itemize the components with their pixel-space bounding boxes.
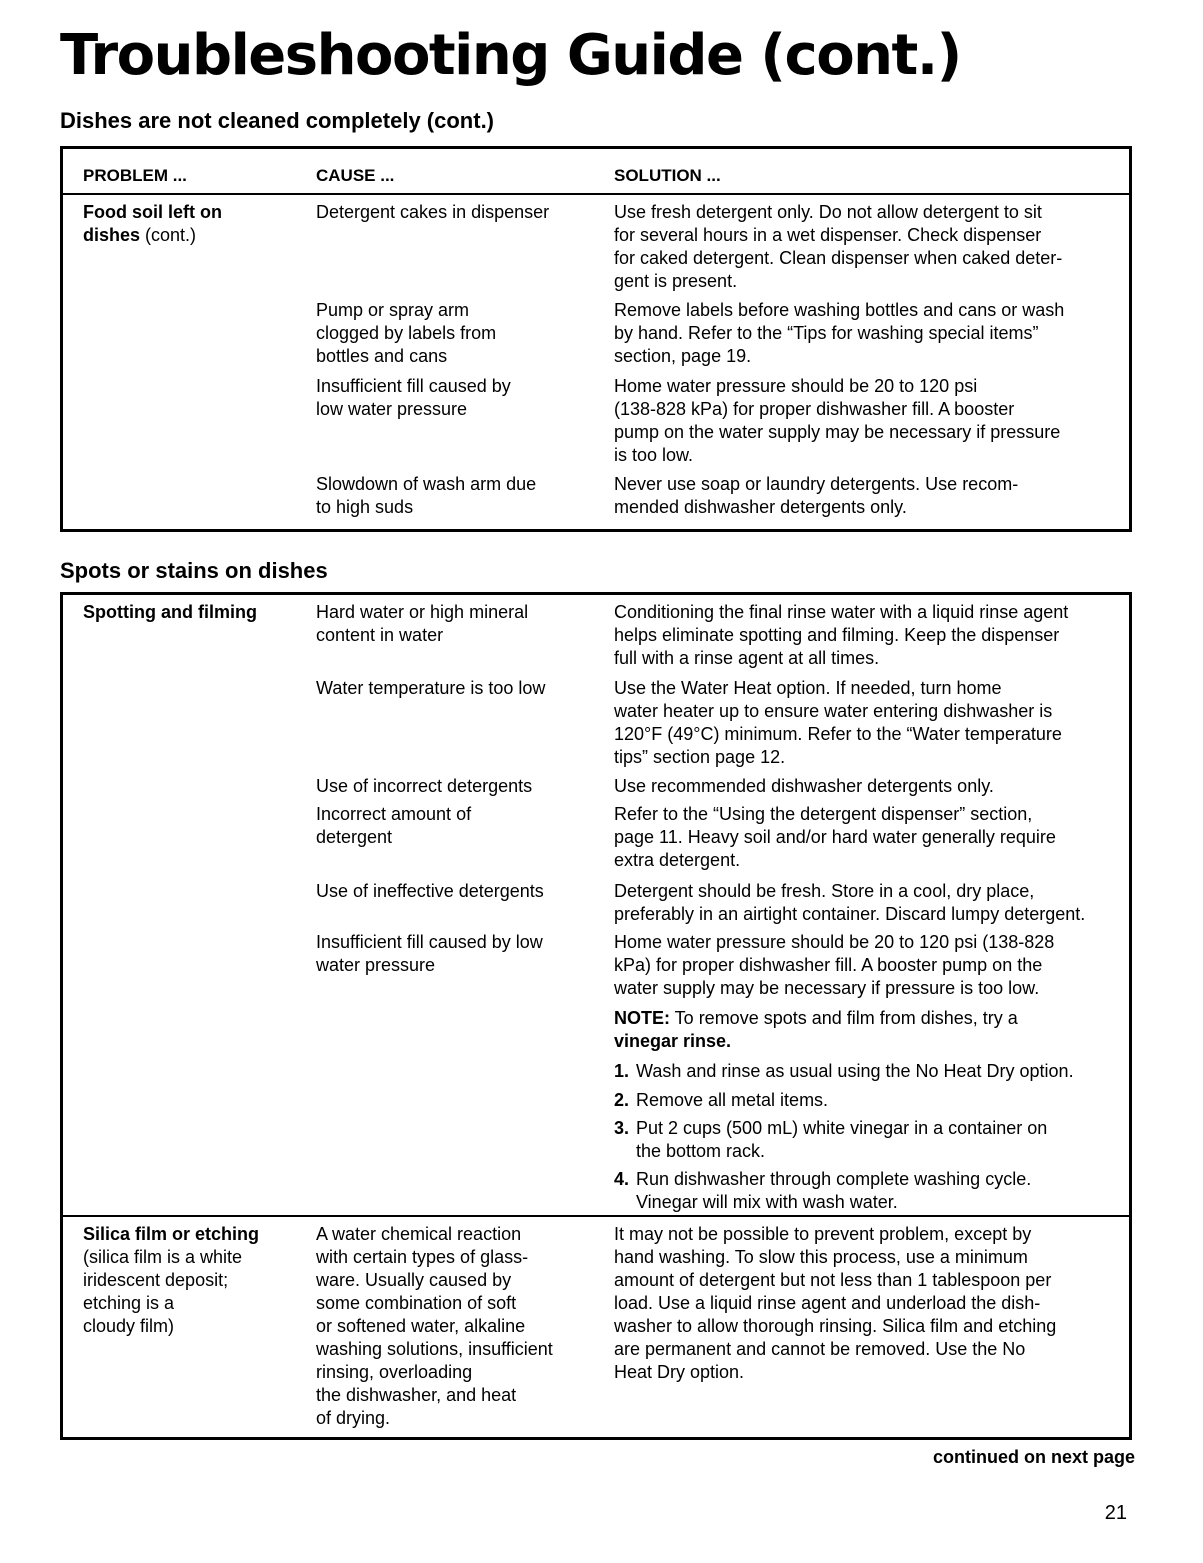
step-number: 4. bbox=[614, 1169, 630, 1189]
cause-incorrect-detergents: Use of incorrect detergents bbox=[316, 776, 533, 796]
cause-detergent-cakes: Detergent cakes in dispenser bbox=[316, 202, 550, 222]
solution-silica-film: It may not be possible to prevent problem, except by hand washing. To slow this process, use a minimum amount of detergent but not less than 1 tablespoon per load. Use a liquid rinse agent and underload the dish- washer to allow thorough rinsing. Silica film and etching are permanent and cannot be removed. Use the No Heat Dry option. bbox=[614, 1224, 1057, 1382]
section-heading-dishes-not-cleaned: Dishes are not cleaned completely (cont.) bbox=[60, 108, 495, 133]
step-text: Run dishwasher through complete washing cycle. Vinegar will mix with wash water. bbox=[636, 1169, 1032, 1212]
header-cause: CAUSE ... bbox=[316, 166, 395, 185]
step-number: 1. bbox=[614, 1061, 630, 1081]
solution-hard-water: Conditioning the final rinse water with a liquid rinse agent helps eliminate spotting and filming. Keep the dispenser full with a rinse agent at all times. bbox=[614, 602, 1069, 668]
cause-insufficient-fill: Insufficient fill caused by low water pressure bbox=[316, 376, 511, 419]
step-text: Put 2 cups (500 mL) white vinegar in a container on the bottom rack. bbox=[636, 1118, 1048, 1161]
step-text: Remove all metal items. bbox=[636, 1090, 829, 1110]
vinegar-step-2 bbox=[614, 1089, 1129, 1112]
step-number: 3. bbox=[614, 1118, 630, 1138]
page-number: 21 bbox=[1104, 1502, 1127, 1524]
row-divider bbox=[63, 1215, 1129, 1217]
vinegar-step-3 bbox=[614, 1117, 1129, 1163]
section-heading-spots-stains: Spots or stains on dishes bbox=[60, 558, 328, 583]
problem-silica-film bbox=[83, 1223, 293, 1338]
solution-low-water-pressure: Home water pressure should be 20 to 120 psi (138-828 kPa) for proper dishwasher fill. A booster pump on the water supply may be necessary if pressure is too low. bbox=[614, 932, 1055, 998]
solution-ineffective-detergents: Detergent should be fresh. Store in a cool, dry place, preferably in an airtight container. Discard lumpy detergent. bbox=[614, 881, 1086, 924]
solution-high-suds: Never use soap or laundry detergents. Use recom- mended dishwasher detergents only. bbox=[614, 474, 1019, 517]
step-text: Wash and rinse as usual using the No Heat Dry option. bbox=[636, 1061, 1074, 1081]
problem-food-soil-label: Food soil left on dishes bbox=[83, 202, 222, 245]
solution-incorrect-amount: Refer to the “Using the detergent dispenser” section, page 11. Heavy soil and/or hard water generally require extra detergent. bbox=[614, 804, 1056, 870]
solution-insufficient-fill: Home water pressure should be 20 to 120 psi (138-828 kPa) for proper dishwasher fill. A booster pump on the water supply may be necessary if pressure is too low. bbox=[614, 376, 1061, 465]
cause-incorrect-amount: Incorrect amount of detergent bbox=[316, 804, 472, 847]
note-label: NOTE: bbox=[614, 1008, 670, 1028]
header-problem: PROBLEM ... bbox=[83, 166, 187, 185]
problem-silica-film-label: Silica film or etching bbox=[83, 1224, 260, 1244]
cause-pump-clogged: Pump or spray arm clogged by labels from bottles and cans bbox=[316, 300, 497, 366]
header-solution: SOLUTION ... bbox=[614, 166, 721, 185]
step-number: 2. bbox=[614, 1090, 630, 1110]
solution-pump-clogged: Remove labels before washing bottles and cans or wash by hand. Refer to the “Tips for washing special items” section, page 19. bbox=[614, 300, 1065, 366]
problem-silica-film-description: (silica film is a white iridescent deposit; etching is a cloudy film) bbox=[83, 1247, 243, 1336]
note-text: To remove spots and film from dishes, try a bbox=[670, 1008, 1018, 1028]
solution-water-temperature: Use the Water Heat option. If needed, turn home water heater up to ensure water entering dishwasher is 120°F (49°C) minimum. Refer to the “Water temperature tips” section page 12. bbox=[614, 678, 1062, 767]
cause-water-temperature: Water temperature is too low bbox=[316, 678, 546, 698]
cause-hard-water: Hard water or high mineral content in water bbox=[316, 602, 529, 645]
solution-detergent-cakes: Use fresh detergent only. Do not allow detergent to sit for several hours in a wet dispenser. Check dispenser for caked detergent. Clean dispenser when caked deter- gent is present. bbox=[614, 202, 1063, 291]
vinegar-rinse-note bbox=[614, 1007, 1129, 1053]
solution-incorrect-detergents: Use recommended dishwasher detergents only. bbox=[614, 776, 994, 796]
cause-ineffective-detergents: Use of ineffective detergents bbox=[316, 881, 544, 901]
cause-high-suds: Slowdown of wash arm due to high suds bbox=[316, 474, 537, 517]
vinegar-step-1 bbox=[614, 1060, 1129, 1083]
continued-on-next-page: continued on next page bbox=[932, 1447, 1135, 1467]
note-vinegar-rinse: vinegar rinse. bbox=[614, 1031, 732, 1051]
vinegar-step-4 bbox=[614, 1168, 1129, 1214]
cause-low-water-pressure: Insufficient fill caused by low water pressure bbox=[316, 932, 543, 975]
troubleshooting-table-dishes-not-cleaned bbox=[60, 146, 1132, 532]
table-header-row bbox=[63, 149, 1129, 195]
page-title: Troubleshooting Guide (cont.) bbox=[60, 23, 961, 88]
problem-food-soil bbox=[83, 201, 293, 247]
cause-chemical-reaction: A water chemical reaction with certain types of glass- ware. Usually caused by some combination of soft or softened water, alkaline washing solutions, insufficient rinsing, overloading the dishwasher, and heat of drying. bbox=[316, 1224, 553, 1428]
troubleshooting-table-spots-stains bbox=[60, 592, 1132, 1440]
problem-food-soil-suffix: (cont.) bbox=[140, 225, 197, 245]
problem-spotting-filming: Spotting and filming bbox=[83, 602, 257, 622]
